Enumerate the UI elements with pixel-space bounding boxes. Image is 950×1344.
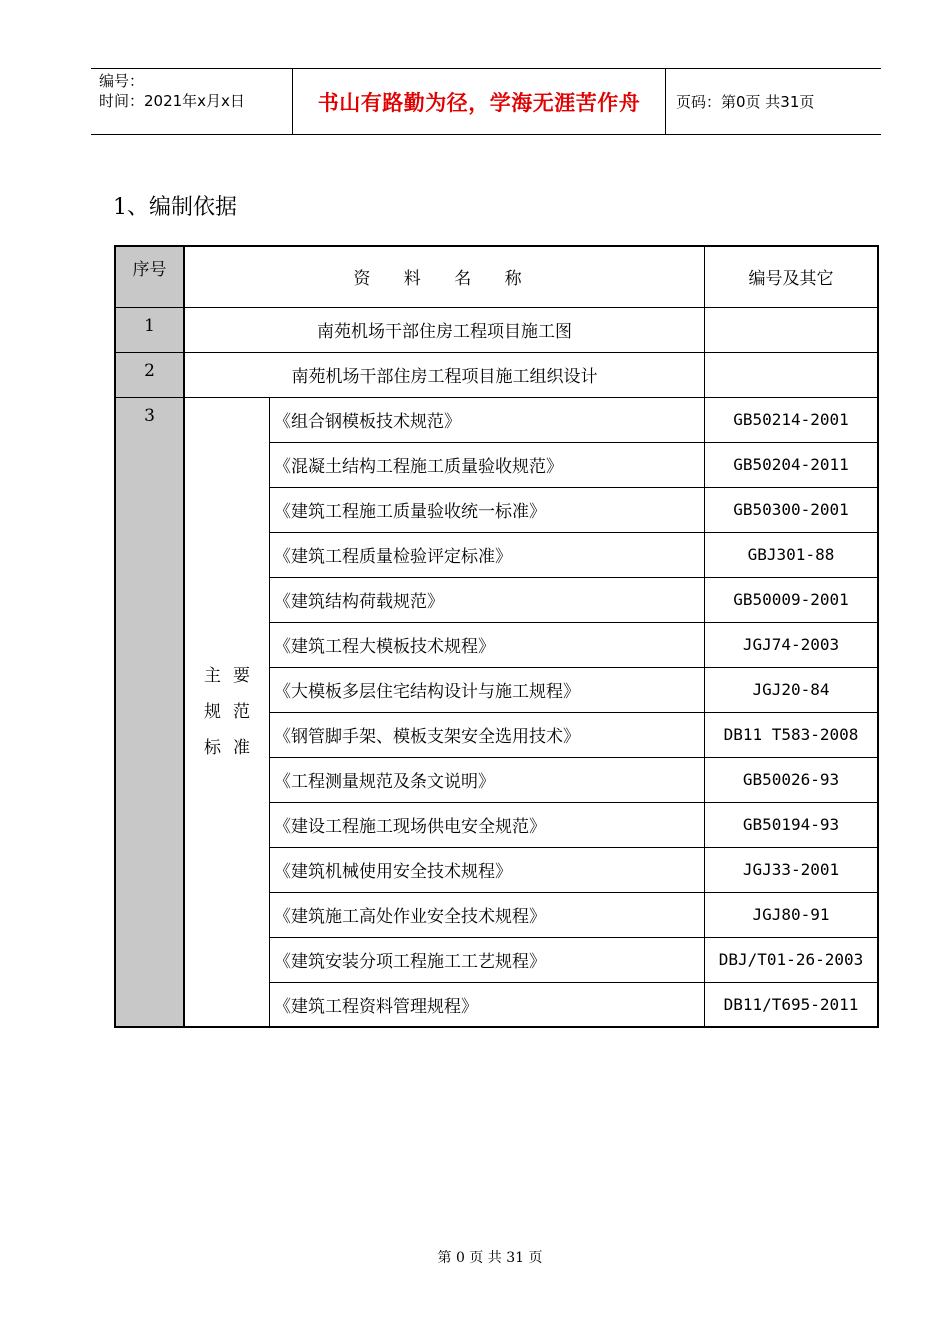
standard-code: JGJ74-2003 (705, 622, 879, 667)
header-number-label: 编号： (99, 72, 145, 90)
header-code: 编号及其它 (705, 246, 879, 307)
standard-name: 《工程测量规范及条文说明》 (270, 757, 705, 802)
standard-name: 《建筑安装分项工程施工工艺规程》 (270, 937, 705, 982)
standard-name: 《建筑施工高处作业安全技术规程》 (270, 892, 705, 937)
document-basis-table (114, 245, 879, 1028)
standard-name: 《建筑结构荷载规范》 (270, 577, 705, 622)
standard-code: DB11/T695-2011 (705, 982, 879, 1027)
standard-name: 《钢管脚手架、模板支架安全选用技术》 (270, 712, 705, 757)
standard-name: 《建筑机械使用安全技术规程》 (270, 847, 705, 892)
page-footer: 第 0 页 共 31 页 (437, 1250, 543, 1266)
category-line: 规范 (204, 701, 262, 722)
category-line: 主要 (204, 665, 262, 686)
page-header (91, 68, 881, 135)
standard-code: GB50009-2001 (705, 577, 879, 622)
standard-code: DBJ/T01-26-2003 (705, 937, 879, 982)
standard-name: 《混凝土结构工程施工质量验收规范》 (270, 442, 705, 487)
header-page-label: 页码：第0页 共31页 (676, 93, 815, 111)
standard-code: GB50204-2011 (705, 442, 879, 487)
row-code (705, 352, 879, 397)
standard-code: GB50214-2001 (705, 397, 879, 442)
table-header-row (115, 246, 878, 307)
row-code (705, 307, 879, 352)
standard-name: 《组合钢模板技术规范》 (270, 397, 705, 442)
standard-name: 《建筑工程大模板技术规程》 (270, 622, 705, 667)
header-time-label: 时间：2021年x月x日 (99, 92, 245, 110)
row-name: 南苑机场干部住房工程项目施工组织设计 (184, 352, 705, 397)
row-name: 南苑机场干部住房工程项目施工图 (184, 307, 705, 352)
table-row (115, 352, 878, 397)
standard-name: 《大模板多层住宅结构设计与施工规程》 (270, 667, 705, 712)
standard-code: GB50194-93 (705, 802, 879, 847)
standard-code: JGJ33-2001 (705, 847, 879, 892)
standard-code: JGJ20-84 (705, 667, 879, 712)
standard-name: 《建筑工程施工质量验收统一标准》 (270, 487, 705, 532)
standard-code: JGJ80-91 (705, 892, 879, 937)
standard-code: GB50300-2001 (705, 487, 879, 532)
header-motto: 书山有路勤为径，学海无涯苦作舟 (293, 69, 666, 134)
standard-name: 《建筑工程质量检验评定标准》 (270, 532, 705, 577)
header-seq: 序号 (115, 246, 184, 307)
standard-code: GB50026-93 (705, 757, 879, 802)
standard-code: GBJ301-88 (705, 532, 879, 577)
standard-name: 《建筑工程资料管理规程》 (270, 982, 705, 1027)
category-line: 标准 (204, 737, 262, 758)
header-name: 资 料 名 称 (184, 246, 705, 307)
group-category (184, 397, 270, 1027)
row-seq: 1 (115, 307, 184, 352)
standard-name: 《建设工程施工现场供电安全规范》 (270, 802, 705, 847)
standard-code: DB11 T583-2008 (705, 712, 879, 757)
table-row (115, 397, 878, 442)
row-seq: 2 (115, 352, 184, 397)
header-meta (91, 69, 293, 134)
section-title: 1、编制依据 (113, 195, 237, 220)
table-row (115, 307, 878, 352)
group-seq: 3 (115, 397, 184, 1027)
